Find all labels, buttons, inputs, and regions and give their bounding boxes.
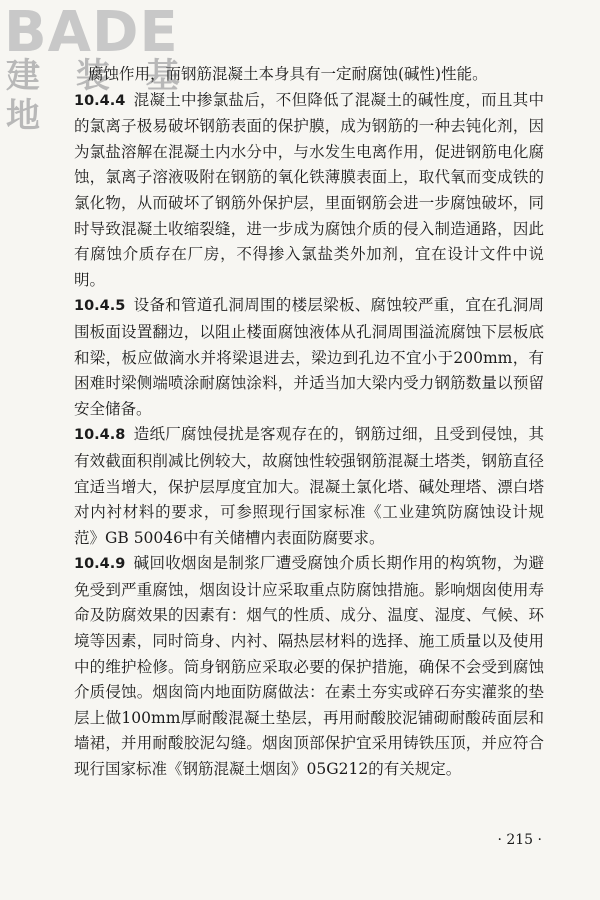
paragraph-continuation [88,62,544,88]
clause-text: 混凝土中掺氯盐后，不但降低了混凝土的碱性度，而且其中的氯离子极易破坏钢筋表面的保护膜，成为钢筋的一种去钝化剂，因为氯盐溶解在混凝土内水分中，与水发生电离作用，促进钢筋电化腐蚀，氯离子溶液吸附在钢筋的氧化铁薄膜表面上，取代氧而变成铁的氯化物，从而破坏了钢筋外保护层，里面钢筋会进一步腐蚀破坏，同时导致混凝土收缩裂缝，进一步成为腐蚀介质的侵入制造通路，因此有腐蚀介质存在厂房，不得掺入氯盐类外加剂，宜在设计文件中说明。 [74,90,544,289]
clause-10-4-9 [74,551,544,782]
clause-10-4-4 [74,88,544,294]
clause-text: 碱回收烟囱是制浆厂遭受腐蚀介质长期作用的构筑物，为避免受到严重腐蚀，烟囱设计应采取重点防腐蚀措施。影响烟囱使用寿命及防腐效果的因素有：烟气的性质、成分、温度、湿度、气候、环境等因素，同时筒身、内衬、隔热层材料的选择、施工质量以及使用中的维护检修。筒身钢筋应采取必要的保护措施，确保不会受到腐蚀介质侵蚀。烟囱筒内地面防腐做法：在素土夯实或碎石夯实灌浆的垫层上做100mm厚耐酸混凝土垫层，再用耐酸胶泥铺砌耐酸砖面层和墙裙，并用耐酸胶泥勾缝。烟囱顶部保护宜采用铸铁压顶，并应符合现行国家标准《钢筋混凝土烟囱》05G212的有关规定。 [74,554,544,779]
clause-text: 设备和管道孔洞周围的楼层梁板、腐蚀较严重，宜在孔洞周围板面设置翻边，以阻止楼面腐蚀液体从孔洞周围溢流腐蚀下层板底和梁，板应做滴水并将梁退进去，梁边到孔边不宜小于200mm，有困难时梁侧端喷涂耐腐蚀涂料，并适当加大梁内受力钢筋数量以预留安全储备。 [74,296,544,418]
clause-text: 造纸厂腐蚀侵扰是客观存在的，钢筋过细，且受到侵蚀，其有效截面积削减比例较大，故腐蚀性较强钢筋混凝土塔类，钢筋直径宜适当增大，保护层厚度宜加大。混凝土氯化塔、碱处理塔、漂白塔对内衬材料的要求，可参照现行国家标准《工业建筑防腐蚀设计规范》GB 50046中有关储槽内表面防腐要求。 [74,425,544,547]
watermark-tagline: 建 装 基 地 [6,56,192,136]
paragraph-text: 腐蚀作用，而钢筋混凝土本身具有一定耐腐蚀(碱性)性能。 [88,65,488,83]
clause-number: 10.4.8 [74,427,126,444]
clause-10-4-8 [74,422,544,551]
clause-number: 10.4.4 [74,92,126,109]
watermark-brand: BADE [4,0,179,65]
page-number: · 215 · [497,832,542,848]
clause-number: 10.4.9 [74,556,126,573]
clause-number: 10.4.5 [74,298,126,315]
document-body [74,62,544,783]
clause-10-4-5 [74,293,544,422]
